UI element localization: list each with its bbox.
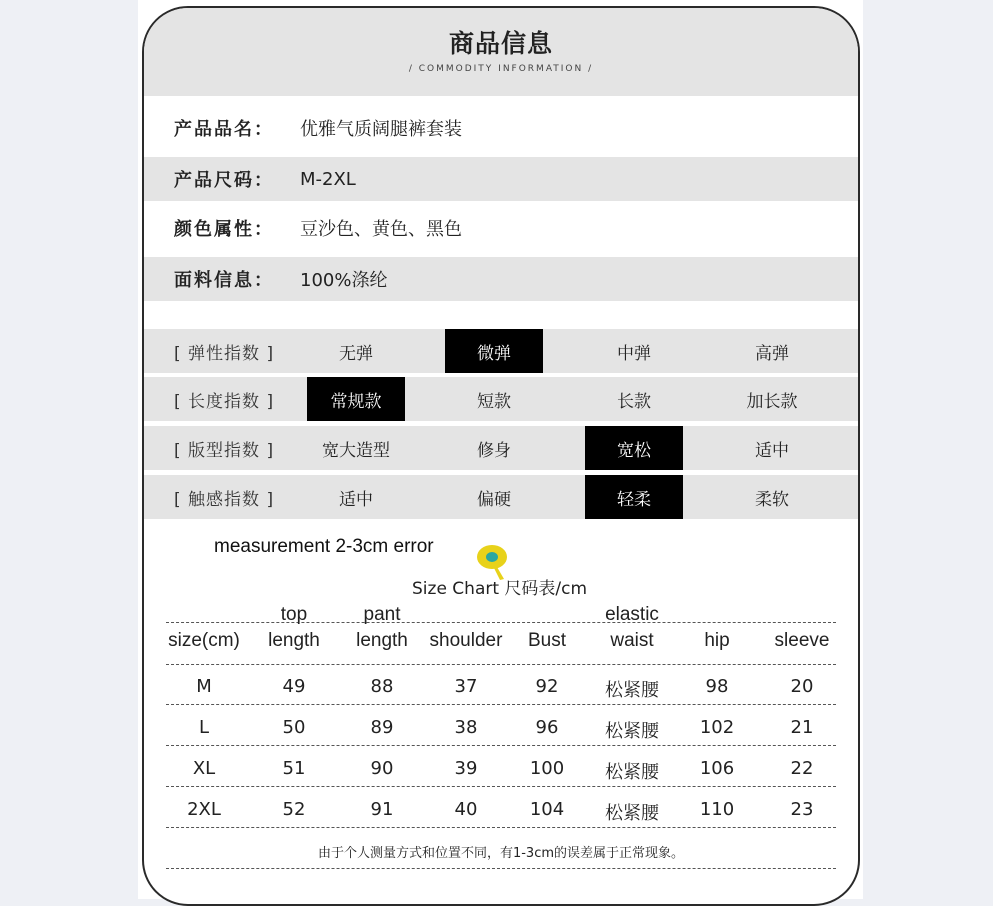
column-header-line2: sleeve <box>774 630 830 651</box>
table-cell: XL <box>192 758 216 779</box>
index-option: 修身 <box>477 440 511 461</box>
table-cell: 松紧腰 <box>605 680 659 701</box>
index-label: [ 长度指数 ] <box>174 391 275 412</box>
table-cell: 106 <box>699 758 735 779</box>
table-cell: L <box>198 717 210 738</box>
table-divider <box>166 704 836 705</box>
index-row <box>144 475 858 519</box>
index-option-selected: 微弹 <box>445 329 543 373</box>
info-label: 颜色属性： <box>174 219 274 240</box>
index-option: 中弹 <box>617 343 651 364</box>
index-option: 适中 <box>755 440 789 461</box>
column-header-line1: top <box>280 604 308 625</box>
table-cell: 20 <box>790 676 814 697</box>
info-row-name <box>144 106 858 150</box>
info-label: 面料信息： <box>174 270 274 291</box>
size-footnote: 由于个人测量方式和位置不同，有1-3cm的误差属于正常现象。 <box>317 846 685 861</box>
index-row <box>144 426 858 470</box>
table-cell: 2XL <box>187 799 221 820</box>
table-cell: M <box>196 676 212 697</box>
table-cell: 52 <box>282 799 306 820</box>
info-row-color <box>144 206 858 250</box>
index-option: 适中 <box>339 489 373 510</box>
info-row-fabric <box>144 257 858 301</box>
table-cell: 88 <box>370 676 394 697</box>
index-option: 高弹 <box>755 343 789 364</box>
table-cell: 49 <box>282 676 306 697</box>
table-cell: 90 <box>370 758 394 779</box>
index-row <box>144 377 858 421</box>
table-cell: 38 <box>454 717 478 738</box>
index-option: 无弹 <box>339 343 373 364</box>
info-value: 豆沙色、黄色、黑色 <box>300 219 462 240</box>
column-header-line2: size(cm) <box>168 630 240 651</box>
info-value: M-2XL <box>300 168 356 190</box>
index-option: 宽大造型 <box>322 440 390 461</box>
table-divider <box>166 786 836 787</box>
column-header-line2: length <box>268 630 320 651</box>
index-option: 柔软 <box>755 489 789 510</box>
table-cell: 102 <box>699 717 735 738</box>
table-cell: 松紧腰 <box>605 721 659 742</box>
column-header-line2: shoulder <box>429 630 503 651</box>
commodity-info-card <box>142 6 860 906</box>
table-cell: 松紧腰 <box>605 803 659 824</box>
index-row <box>144 329 858 373</box>
index-option: 加长款 <box>746 391 798 412</box>
index-label: [ 弹性指数 ] <box>174 343 275 364</box>
measurement-note: measurement 2-3cm error <box>214 536 434 557</box>
header-title: 商品信息 <box>448 29 553 58</box>
info-value: 优雅气质阔腿裤套装 <box>300 119 462 140</box>
index-option: 长款 <box>617 391 651 412</box>
table-cell: 98 <box>705 676 729 697</box>
table-cell: 89 <box>370 717 394 738</box>
column-header-line1: elastic <box>605 604 659 625</box>
index-option-selected: 轻柔 <box>585 475 683 519</box>
index-label: [ 触感指数 ] <box>174 489 275 510</box>
table-cell: 37 <box>454 676 478 697</box>
table-divider <box>166 868 836 869</box>
table-cell: 21 <box>790 717 814 738</box>
table-cell: 91 <box>370 799 394 820</box>
table-cell: 96 <box>535 717 559 738</box>
table-cell: 40 <box>454 799 478 820</box>
index-option: 短款 <box>477 391 511 412</box>
index-option-selected: 宽松 <box>585 426 683 470</box>
column-header-line1: pant <box>363 604 401 625</box>
table-divider <box>166 664 836 665</box>
header-band <box>144 8 858 96</box>
table-cell: 51 <box>282 758 306 779</box>
info-label: 产品尺码： <box>174 170 274 191</box>
table-cell: 50 <box>282 717 306 738</box>
table-cell: 100 <box>529 758 565 779</box>
index-option: 偏硬 <box>477 489 511 510</box>
table-cell: 92 <box>535 676 559 697</box>
info-value: 100%涤纶 <box>300 270 388 291</box>
column-header-line2: waist <box>610 630 654 651</box>
size-chart-title: Size Chart 尺码表/cm <box>412 579 588 599</box>
table-divider <box>166 827 836 828</box>
index-option-selected: 常规款 <box>307 377 405 421</box>
table-cell: 22 <box>790 758 814 779</box>
info-row-size <box>144 157 858 201</box>
column-header-line2: Bust <box>527 630 567 651</box>
table-cell: 110 <box>699 799 735 820</box>
column-header-line2: length <box>356 630 408 651</box>
table-cell: 23 <box>790 799 814 820</box>
info-label: 产品品名： <box>174 119 274 140</box>
table-cell: 104 <box>529 799 565 820</box>
header-subtitle: / COMMODITY INFORMATION / <box>408 64 594 74</box>
index-label: [ 版型指数 ] <box>174 440 275 461</box>
table-cell: 39 <box>454 758 478 779</box>
table-cell: 松紧腰 <box>605 762 659 783</box>
table-divider <box>166 745 836 746</box>
column-header-line2: hip <box>704 630 730 651</box>
